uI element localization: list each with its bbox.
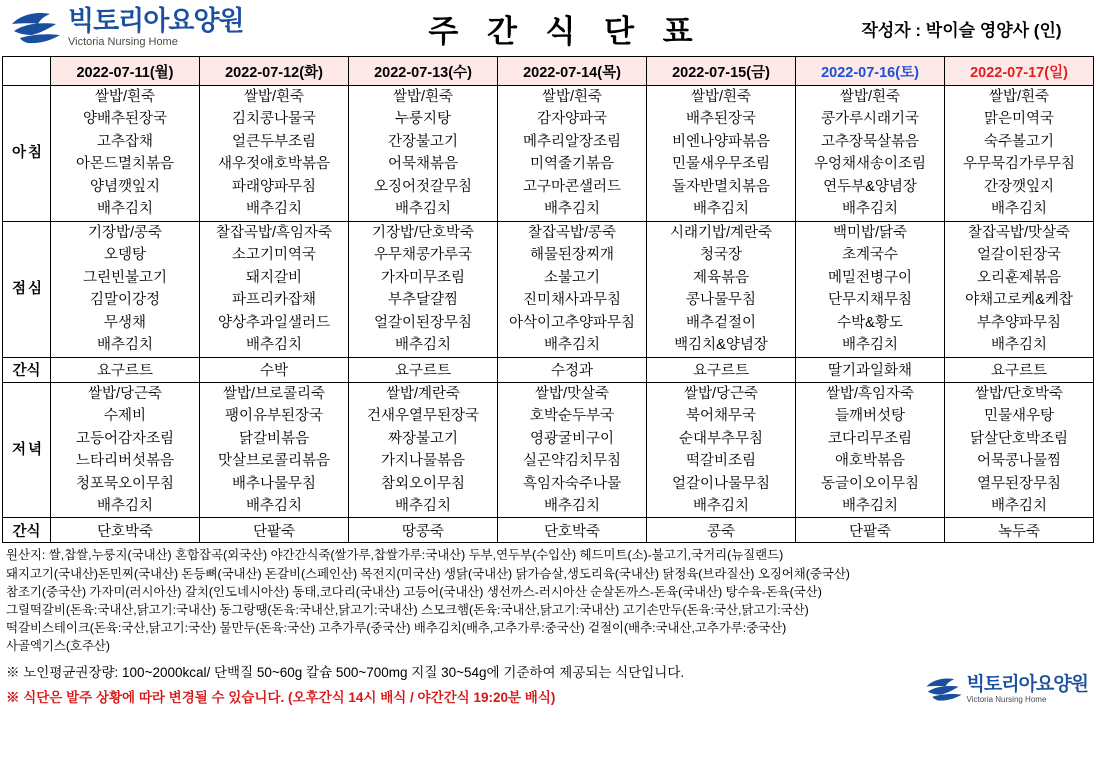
menu-item: 수제비: [103, 408, 147, 425]
menu-item: 콩가루시래기국: [820, 111, 920, 128]
menu-item: 고추장묵살볶음: [820, 133, 920, 150]
menu-item: 백미밥/닭죽: [832, 224, 908, 241]
menu-item: 배추김치: [543, 201, 601, 218]
menu-item: 아몬드멸치볶음: [75, 156, 175, 173]
menu-item: 오징어젓갈무침: [373, 178, 473, 195]
menu-item: 얼큰두부조림: [231, 133, 317, 150]
footer-brand-subtitle: Victoria Nursing Home: [966, 695, 1047, 705]
menu-item: 부추달걀찜: [387, 292, 459, 309]
menu-item: 돼지갈비: [245, 269, 303, 286]
table-header-row: [3, 57, 1094, 86]
lunch-cell-mon: [51, 221, 200, 357]
menu-item: 양념깻잎지: [89, 178, 161, 195]
menu-item: 누룽지탕: [394, 111, 452, 128]
menu-item: 배추김치: [394, 497, 452, 514]
breakfast-cell-tue: [200, 86, 349, 222]
menu-item: 쌀밥/흰죽: [839, 89, 901, 105]
menu-item: 간장불고기: [387, 133, 459, 150]
menu-item: 영광굴비구이: [529, 430, 615, 447]
menu-item: 가자미무조림: [380, 269, 466, 286]
menu-item: 닭살단호박조림: [969, 430, 1069, 447]
menu-item: 청포묵오이무침: [75, 475, 175, 492]
menu-item: 백김치&양념장: [674, 337, 768, 354]
menu-item: 코다리무조림: [827, 430, 913, 447]
menu-item: 배추겉절이: [685, 314, 757, 331]
author-label: 작성자 : 박이슬 영양사 (인): [861, 20, 1062, 40]
snack1-cell-sat: 딸기과일화채: [796, 357, 945, 382]
snack2-cell-fri: 콩죽: [647, 518, 796, 543]
menu-item: 호박순두부국: [529, 408, 615, 425]
menu-item: 쌀밥/당근죽: [87, 385, 163, 402]
menu-item: 고등어감자조림: [75, 430, 175, 447]
snack1-cell-tue: 수박: [200, 357, 349, 382]
breakfast-row: [3, 86, 1094, 222]
menu-item: 쌀밥/흰죽: [94, 89, 156, 105]
menu-item: 쌀밥/흰죽: [392, 89, 454, 105]
menu-item: 양배추된장국: [82, 111, 168, 128]
menu-item: 소불고기: [543, 269, 601, 286]
menu-item: 가지나물볶음: [380, 453, 466, 470]
menu-item: 쌀밥/흰죽: [243, 89, 305, 105]
menu-item: 배추김치: [543, 337, 601, 354]
change-note: ※ 식단은 발주 상황에 따라 변경될 수 있습니다. (오후간식 14시 배식 / 야간간식 19:20분 배식): [6, 690, 556, 706]
menu-item: 배추김치: [990, 337, 1048, 354]
snack1-cell-sun: 요구르트: [945, 357, 1094, 382]
menu-item: 쌀밥/흰죽: [541, 89, 603, 105]
breakfast-cell-sun: [945, 86, 1094, 222]
menu-item: 해물된장찌개: [529, 247, 615, 264]
breakfast-cell-thu: [498, 86, 647, 222]
snack2-cell-sat: 단팥죽: [796, 518, 945, 543]
menu-item: 애호박볶음: [834, 453, 906, 470]
menu-item: 아삭이고추양파무침: [508, 314, 636, 331]
menu-item: 배추김치: [841, 337, 899, 354]
menu-item: 참외오이무침: [380, 475, 466, 492]
menu-item: 건새우열무된장국: [366, 408, 480, 425]
dinner-cell-mon: [51, 382, 200, 518]
menu-item: 열무된장무침: [976, 475, 1062, 492]
snack2-cell-sun: 녹두죽: [945, 518, 1094, 543]
row-label-lunch: 점 심: [3, 221, 51, 357]
menu-item: 민물새우탕: [983, 408, 1055, 425]
dinner-cell-fri: [647, 382, 796, 518]
footer-logo: [925, 675, 1088, 704]
lunch-cell-thu: [498, 221, 647, 357]
snack-row-1: [3, 357, 1094, 382]
menu-item: 쌀밥/흰죽: [690, 89, 752, 105]
menu-item: 배추김치: [394, 337, 452, 354]
lunch-cell-wed: [349, 221, 498, 357]
date-header-sun: 2022-07-17(일): [945, 57, 1094, 86]
row-label-snack-1: 간식: [3, 357, 51, 382]
menu-item: 시래기밥/계란죽: [669, 224, 773, 241]
menu-item: 김치콩나물국: [231, 111, 317, 128]
brand-logo: [2, 8, 302, 48]
footer-brand-name: 빅토리아요양원: [966, 674, 1088, 696]
menu-item: 배추김치: [990, 201, 1048, 218]
menu-item: 고추잡채: [96, 133, 154, 150]
menu-item: 배추김치: [245, 337, 303, 354]
breakfast-cell-mon: [51, 86, 200, 222]
lunch-cell-fri: [647, 221, 796, 357]
menu-item: 팽이유부된장국: [224, 408, 324, 425]
menu-item: 오리훈제볶음: [976, 269, 1062, 286]
menu-item: 돌자반멸치볶음: [671, 178, 771, 195]
menu-item: 얼갈이나물무침: [671, 475, 771, 492]
menu-item: 기장밥/단호박죽: [371, 224, 475, 241]
menu-item: 콩나물무침: [685, 292, 757, 309]
menu-item: 청국장: [699, 247, 743, 264]
menu-item: 우엉채새송이조림: [813, 156, 927, 173]
menu-item: 짜장불고기: [387, 430, 459, 447]
dinner-cell-sun: [945, 382, 1094, 518]
menu-item: 미역줄기볶음: [529, 156, 615, 173]
menu-item: 배추김치: [543, 497, 601, 514]
menu-item: 흑임자숙주나물: [522, 475, 622, 492]
footer-notes: [2, 661, 1094, 706]
menu-item: 배추나물무침: [231, 475, 317, 492]
menu-item: 배추김치: [841, 201, 899, 218]
lunch-cell-sun: [945, 221, 1094, 357]
row-label-snack-2: 간식: [3, 518, 51, 543]
menu-item: 진미채사과무침: [522, 292, 622, 309]
menu-table: [2, 56, 1094, 543]
snack2-cell-thu: 단호박죽: [498, 518, 647, 543]
row-label-breakfast: 아 침: [3, 86, 51, 222]
menu-item: 우무채콩가루국: [373, 247, 473, 264]
brand-subtitle: Victoria Nursing Home: [68, 36, 178, 48]
menu-item: 수박&황도: [837, 314, 903, 331]
snack2-cell-tue: 단팥죽: [200, 518, 349, 543]
snack-row-2: [3, 518, 1094, 543]
dinner-row: [3, 382, 1094, 518]
menu-item: 야채고로케&케찹: [965, 292, 1073, 309]
menu-item: 비엔나양파볶음: [671, 133, 771, 150]
menu-item: 쌀밥/맛살죽: [534, 385, 610, 402]
menu-item: 소고기미역국: [231, 247, 317, 264]
menu-item: 배추김치: [692, 497, 750, 514]
page-header: [2, 0, 1094, 56]
menu-item: 메밀전병구이: [827, 269, 913, 286]
menu-item: 배추김치: [990, 497, 1048, 514]
menu-item: 배추김치: [692, 201, 750, 218]
menu-item: 맛살브로콜리볶음: [217, 453, 331, 470]
corner-cell: [3, 57, 51, 86]
menu-item: 찰잡곡밥/콩죽: [527, 224, 617, 241]
row-label-dinner: 저 녁: [3, 382, 51, 518]
menu-item: 어묵채볶음: [387, 156, 459, 173]
menu-item: 감자양파국: [536, 111, 608, 128]
origin-line: 참조기(중국산) 가자미(러시아산) 갈치(인도네시아산) 동태,코다리(국내산) 고등어(국내산) 생선까스-러시아산 순살돈까스-돈육(국내산) 탕수육-돈육(국산): [6, 584, 822, 599]
menu-item: 파프리카잡채: [231, 292, 317, 309]
menu-item: 배추김치: [96, 497, 154, 514]
dinner-cell-tue: [200, 382, 349, 518]
menu-item: 쌀밥/흰죽: [988, 89, 1050, 105]
menu-item: 연두부&양념장: [823, 178, 917, 195]
menu-item: 쌀밥/브로콜리죽: [222, 385, 326, 402]
bird-icon: [10, 11, 62, 45]
menu-item: 단무지채무침: [827, 292, 913, 309]
menu-item: 부추양파무침: [976, 314, 1062, 331]
menu-item: 어묵콩나물찜: [976, 453, 1062, 470]
origin-info: [2, 546, 1094, 655]
menu-item: 초계국수: [841, 247, 899, 264]
menu-item: 찰잡곡밥/흑임자죽: [215, 224, 333, 241]
menu-item: 느타리버섯볶음: [75, 453, 175, 470]
origin-line: 원산지: 쌀,찹쌀,누룽지(국내산) 혼합잡곡(외국산) 야간간식죽(쌀가루,찹쌀가루:국내산) 두부,연두부(수입산) 헤드미트(소)-불고기,국거리(뉴질랜드): [6, 548, 784, 563]
menu-item: 오뎅탕: [103, 247, 147, 264]
menu-item: 무생채: [103, 314, 147, 331]
brand-name: 빅토리아요양원: [68, 6, 244, 36]
breakfast-cell-wed: [349, 86, 498, 222]
snack1-cell-wed: 요구르트: [349, 357, 498, 382]
menu-item: 들깨버섯탕: [834, 408, 906, 425]
bird-icon: [925, 677, 963, 702]
menu-item: 숙주볼고기: [983, 133, 1055, 150]
menu-item: 북어채무국: [685, 408, 757, 425]
lunch-cell-sat: [796, 221, 945, 357]
menu-item: 얼갈이된장국: [976, 247, 1062, 264]
menu-item: 그린빈불고기: [82, 269, 168, 286]
snack2-cell-wed: 땅콩죽: [349, 518, 498, 543]
origin-line: 돼지고기(국내산)돈민찌(국내산) 돈등뼈(국내산) 돈갈비(스페인산) 목전지(미국산) 생닭(국내산) 닭가슴살,생도리육(국내산) 닭정육(브라질산) 오징어채(중국산): [6, 566, 850, 581]
date-header-tue: 2022-07-12(화): [200, 57, 349, 86]
date-header-fri: 2022-07-15(금): [647, 57, 796, 86]
snack2-cell-mon: 단호박죽: [51, 518, 200, 543]
menu-item: 쌀밥/당근죽: [683, 385, 759, 402]
menu-item: 배추김치: [96, 337, 154, 354]
menu-item: 실곤약김치무침: [522, 453, 622, 470]
menu-item: 배추된장국: [685, 111, 757, 128]
menu-item: 떡갈비조림: [685, 453, 757, 470]
lunch-cell-tue: [200, 221, 349, 357]
menu-item: 배추김치: [96, 201, 154, 218]
menu-item: 배추김치: [245, 497, 303, 514]
menu-item: 동글이오이무침: [820, 475, 920, 492]
breakfast-cell-fri: [647, 86, 796, 222]
date-header-thu: 2022-07-14(목): [498, 57, 647, 86]
menu-item: 고구마콘샐러드: [522, 178, 622, 195]
dinner-cell-sat: [796, 382, 945, 518]
menu-item: 찰잡곡밥/맛살죽: [967, 224, 1071, 241]
menu-item: 배추김치: [245, 201, 303, 218]
snack1-cell-fri: 요구르트: [647, 357, 796, 382]
menu-item: 맑은미역국: [983, 111, 1055, 128]
snack1-cell-thu: 수정과: [498, 357, 647, 382]
menu-item: 민물새우무조림: [671, 156, 771, 173]
menu-item: 간장깻잎지: [983, 178, 1055, 195]
nutrition-note: ※ 노인평균권장량: 100~2000kcal/ 단백질 50~60g 칼슘 500~700mg 지질 30~54g에 기준하여 제공되는 식단입니다.: [6, 665, 685, 681]
menu-item: 얼갈이된장무침: [373, 314, 473, 331]
date-header-mon: 2022-07-11(월): [51, 57, 200, 86]
origin-line: 사골엑기스(호주산): [6, 638, 111, 653]
menu-item: 쌀밥/계란죽: [385, 385, 461, 402]
date-header-wed: 2022-07-13(수): [349, 57, 498, 86]
menu-item: 쌀밥/단호박죽: [974, 385, 1064, 402]
menu-item: 순대부추무침: [678, 430, 764, 447]
snack1-cell-mon: 요구르트: [51, 357, 200, 382]
menu-item: 배추김치: [394, 201, 452, 218]
menu-item: 쌀밥/흑임자죽: [825, 385, 915, 402]
menu-item: 우무묵김가루무침: [962, 156, 1076, 173]
menu-item: 메추리알장조림: [522, 133, 622, 150]
page-title: 주 간 식 단 표: [428, 13, 703, 49]
origin-line: 그릴떡갈비(돈육:국내산,닭고기:국내산) 동그랑땡(돈육:국내산,닭고기:국내산) 스모크햄(돈육:국내산,닭고기:국내산) 고기손만두(돈육:국산,닭고기:국산): [6, 602, 809, 617]
menu-item: 김말이강정: [89, 292, 161, 309]
menu-item: 양상추과일샐러드: [217, 314, 331, 331]
dinner-cell-wed: [349, 382, 498, 518]
origin-line: 떡갈비스테이크(돈육:국산,닭고기:국산) 물만두(돈육:국산) 고추가루(중국산) 배추김치(배추,고추가루:중국산) 겉절이(배추:국내산,고추가루:중국산): [6, 620, 787, 635]
menu-item: 새우젓애호박볶음: [217, 156, 331, 173]
menu-item: 배추김치: [841, 497, 899, 514]
breakfast-cell-sat: [796, 86, 945, 222]
date-header-sat: 2022-07-16(토): [796, 57, 945, 86]
menu-item: 기장밥/콩죽: [87, 224, 163, 241]
menu-item: 제육볶음: [692, 269, 750, 286]
menu-item: 파래양파무침: [231, 178, 317, 195]
lunch-row: [3, 221, 1094, 357]
dinner-cell-thu: [498, 382, 647, 518]
menu-item: 닭갈비볶음: [238, 430, 310, 447]
